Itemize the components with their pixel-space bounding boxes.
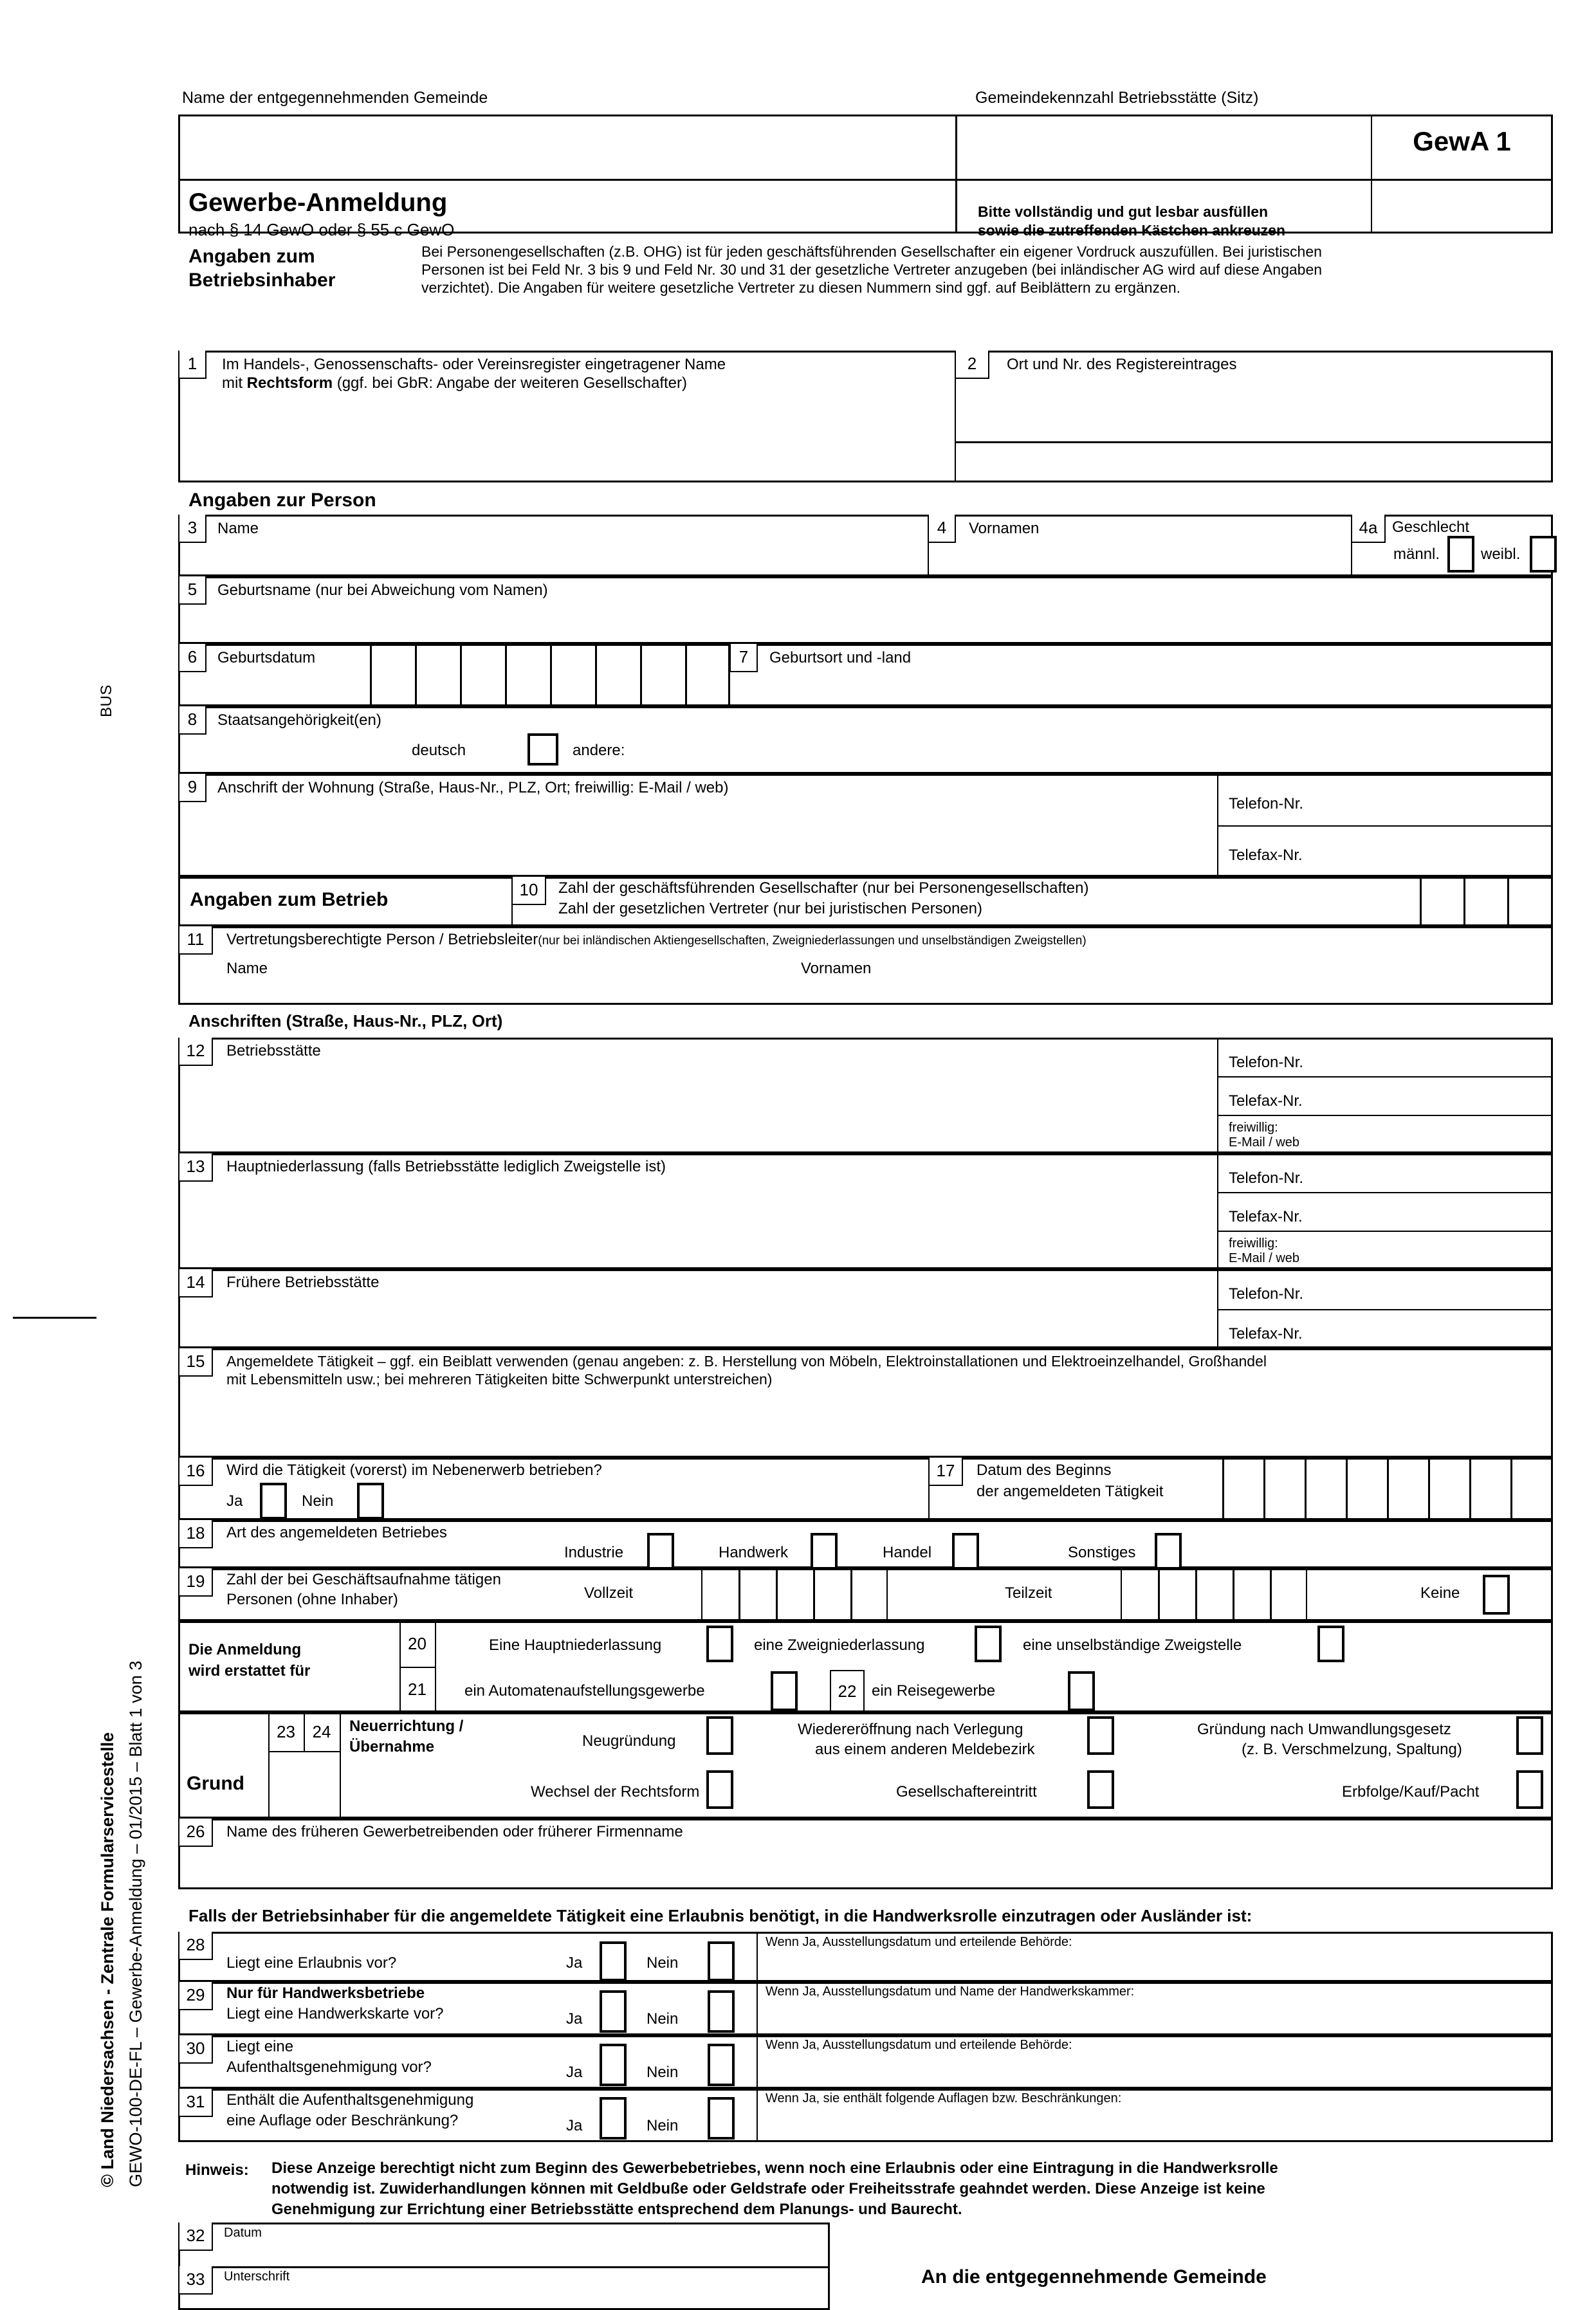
hinweis-line3: Genehmigung zur Errichtung einer Betriebsstätte entsprechend dem Planungs- und Baurecht. [271,2201,962,2218]
field-28-vline [757,1932,758,1982]
field-number-10: 10 [511,877,546,905]
addressee-label: An die entgegennehmende Gemeinde [921,2266,1267,2287]
field-1-label-line2-a: mit [222,374,247,392]
field-20-option-1-label: Eine Hauptniederlassung [489,1636,662,1654]
reason-gesellschaftereintritt-label: Gesellschaftereintritt [896,1783,1037,1801]
field-17-label-line2: der angemeldeten Tätigkeit [977,1483,1164,1500]
field-11-label-hint: (nur bei inländischen Aktiengesellschaften, Zweigniederlassungen und unselbständigen Zweigstellen) [538,934,1087,948]
checkbox-zweigniederlassung[interactable] [975,1626,1002,1662]
field-32-33-divider [178,2266,830,2268]
field-14-tel-label: Telefon-Nr. [1229,1285,1304,1303]
field-9-fax-label: Telefax-Nr. [1229,847,1303,864]
field-1-label-line1: Im Handels-, Genossenschafts- oder Vereinsregister eingetragener Name [222,356,726,373]
field-13-div-2 [1217,1231,1553,1232]
reason-umwandlungsgesetz-line1: Gründung nach Umwandlungsgesetz [1197,1721,1451,1738]
field-31-note-input[interactable] [766,2109,1544,2138]
field-13-tel-input[interactable] [1229,1177,1544,1190]
field-29-vline [757,1982,758,2035]
field-14-div-1 [1217,1309,1553,1310]
field-20-option-2-label: eine Zweigniederlassung [754,1636,925,1654]
field-number-3: 3 [178,515,206,543]
field-12-vline [1217,1038,1218,1153]
field-11-vorname-label: Vornamen [801,960,872,977]
checkbox-erlaubnis-ja[interactable] [600,1941,627,1981]
field-12-div-1 [1217,1076,1553,1077]
field-21-label: ein Automatenaufstellungsgewerbe [464,1682,705,1700]
field-number-18: 18 [178,1520,213,1548]
header-table-hline [178,179,1553,181]
field-19-fulltime-dividers [701,1568,888,1621]
grund-vline-3 [340,1712,341,1819]
field-number-11: 11 [178,926,213,955]
field-33-input[interactable] [224,2285,816,2307]
row-20-vline-2 [435,1621,436,1712]
header-table-vline-1 [955,115,957,234]
checkbox-auflage-nein[interactable] [708,2097,735,2140]
field-29-note: Wenn Ja, Ausstellungsdatum und Name der Handwerkskammer: [766,1985,1135,1999]
checkbox-unselbstaendige-zweigstelle[interactable] [1317,1626,1344,1662]
checkbox-keine-mitarbeiter[interactable] [1483,1575,1510,1615]
field-30-label-line1: Liegt eine [226,2038,294,2055]
field-8-german-label: deutsch [412,742,466,759]
field-4a-male-label: männl. [1393,545,1440,563]
field-2-label: Ort und Nr. des Registereintrages [1007,356,1237,373]
field-4-input[interactable] [969,540,1342,573]
checkbox-male[interactable] [1447,536,1474,573]
field-14-label: Frühere Betriebsstätte [226,1274,380,1291]
field-6-label: Geburtsdatum [217,649,316,666]
reason-title-line2: Übernahme [349,1738,435,1755]
field-9-tel-label: Telefon-Nr. [1229,795,1304,812]
field-19-none-label: Keine [1420,1584,1460,1602]
checkbox-sonstiges[interactable] [1155,1533,1182,1570]
grund-hline [268,1751,340,1752]
field-28-note-input[interactable] [766,1953,1544,1979]
field-12-label: Betriebsstätte [226,1042,321,1059]
field-13-fax-label: Telefax-Nr. [1229,1208,1303,1225]
field-31-label-line1: Enthält die Aufenthaltsgenehmigung [226,2091,474,2109]
fill-note-line1: Bitte vollständig und gut lesbar ausfüllen [978,203,1269,220]
row-fields-20-22 [178,1621,1553,1712]
checkbox-handwerkskarte-ja[interactable] [600,1990,627,2033]
caption-gemeindekennzahl: Gemeindekennzahl Betriebsstätte (Sitz) [975,89,1259,107]
checkbox-handwerkskarte-nein[interactable] [708,1990,735,2033]
field-12-tel-label: Telefon-Nr. [1229,1054,1304,1071]
field-14-fax-input[interactable] [1229,1333,1544,1346]
checkbox-gesellschaftereintritt[interactable] [1087,1770,1114,1809]
field-9-tel-input[interactable] [1229,804,1544,823]
checkbox-erlaubnis-nein[interactable] [708,1941,735,1981]
field-30-note: Wenn Ja, Ausstellungsdatum und erteilende Behörde: [766,2038,1072,2052]
checkbox-auflage-ja[interactable] [600,2097,627,2140]
copyright-notice: © Land Niedersachsen - Zentrale Formularservicestelle [98,1732,117,2187]
field-11-label [226,931,1087,949]
field-number-33: 33 [178,2266,213,2295]
reason-neugruendung-label: Neugründung [582,1732,676,1750]
field-number-1: 1 [178,351,206,379]
field-13-tel-label: Telefon-Nr. [1229,1169,1304,1187]
field-3-label: Name [217,520,259,537]
field-number-6: 6 [178,644,206,672]
field-31-vline [757,2089,758,2142]
field-14-input[interactable] [226,1298,1198,1343]
field-1-input[interactable] [222,385,942,475]
checkbox-umwandlungsgesetz[interactable] [1516,1716,1543,1755]
field-18-sonstiges-label: Sonstiges [1068,1544,1136,1561]
field-4a-label: Geschlecht [1392,518,1470,536]
field-8-label: Staatsangehörigkeit(en) [217,711,381,729]
field-29-label-bold: Nur für Handwerksbetriebe [226,1985,425,2002]
field-number-30: 30 [178,2035,213,2064]
hinweis-label: Hinweis: [185,2161,249,2179]
checkbox-female[interactable] [1530,536,1557,573]
field-2-hline [955,441,1553,443]
checkbox-neugruendung[interactable] [706,1716,733,1755]
grund-label: Grund [187,1773,244,1794]
checkbox-reisegewerbe[interactable] [1068,1671,1095,1711]
field-number-16: 16 [178,1458,213,1486]
left-rule-divider [13,1317,96,1319]
field-30-yes-label: Ja [566,2064,583,2081]
checkbox-wiedereroeffnung[interactable] [1087,1716,1114,1755]
field-12-tel-input[interactable] [1229,1061,1544,1074]
field-13-input[interactable] [226,1182,1198,1263]
field-31-yes-label: Ja [566,2117,583,2134]
field-7-label: Geburtsort und -land [769,649,912,666]
field-10-label-line1: Zahl der geschäftsführenden Gesellschafter (nur bei Personengesellschaften) [558,879,1089,897]
reason-umwandlungsgesetz-line2: (z. B. Verschmelzung, Spaltung) [1242,1741,1462,1758]
field-8-other-input[interactable] [682,738,1531,769]
reg-for-label-line2: wird erstattet für [188,1662,311,1680]
field-32-input[interactable] [224,2242,816,2262]
field-11-label-main: Vertretungsberechtigte Person / Betriebsleiter [226,931,538,948]
field-9-input[interactable] [217,803,1202,870]
field-28-no-label: Nein [647,1954,679,1972]
reason-wiedereroeffnung-line1: Wiedereröffnung nach Verlegung [798,1721,1023,1738]
field-12-div-2 [1217,1115,1553,1116]
field-22-label: ein Reisegewerbe [872,1682,996,1700]
field-number-13: 13 [178,1153,213,1182]
bus-label: BUS [98,684,115,717]
field-1-label-line2-c: (ggf. bei GbR: Angabe der weiteren Gesellschafter) [333,374,687,392]
field-number-4: 4 [928,515,956,543]
field-7-input[interactable] [769,670,1535,702]
checkbox-handwerk[interactable] [811,1533,838,1570]
field-number-19: 19 [178,1568,213,1597]
field-number-5: 5 [178,576,206,605]
field-30-note-input[interactable] [766,2056,1544,2085]
field-19-label-line2: Personen (ohne Inhaber) [226,1591,398,1608]
field-number-2: 2 [955,351,989,379]
owner-intro-line3: verzichtet). Die Angaben für weitere gesetzliche Vertreter zu diesen Nummern sind ggf. auf Beiblättern zu ergänzen. [421,279,1181,296]
field-number-26: 26 [178,1819,213,1847]
field-19-parttime-dividers [1121,1568,1307,1621]
field-13-vline [1217,1153,1218,1269]
field-18-handwerk-label: Handwerk [719,1544,789,1561]
field-10-count-comb[interactable] [1420,877,1553,926]
form-subtitle: nach § 14 GewO oder § 55 c GewO [188,220,455,239]
hinweis-line1: Diese Anzeige berechtigt nicht zum Beginn des Gewerbebetriebes, wenn noch eine Erlaubnis oder eine Eintragung in die Handwerksrolle [271,2159,1278,2177]
checkbox-aufenthaltsgenehmigung-nein[interactable] [708,2044,735,2086]
field-number-28: 28 [178,1932,213,1960]
field-17-date-comb[interactable] [1222,1458,1553,1520]
field-number-9: 9 [178,774,206,802]
owner-intro-line2: Personen ist bei Feld Nr. 3 bis 9 und Feld Nr. 30 und 31 der gesetzliche Vertreter anzugeben (bei inländischer AG wird auf diese Angaben [421,261,1323,278]
person-section-heading: Angaben zur Person [188,490,376,511]
field-9-tel-fax-divider [1217,825,1553,827]
field-15-label-line1: Angemeldete Tätigkeit – ggf. ein Beiblatt verwenden (genau angeben: z. B. Herstellung von Möbeln, Elektroinstallationen und Elektroeinzelhandel, Großhandel [226,1353,1267,1370]
field-6-date-comb[interactable] [370,644,730,706]
field-number-23: 23 [277,1721,295,1741]
reg-for-label-line1: Die Anmeldung [188,1641,302,1658]
form-code: GewA 1 [1413,126,1511,156]
field-30-vline [757,2035,758,2089]
owner-section-heading-line2: Betriebsinhaber [188,270,336,291]
checkbox-aufenthaltsgenehmigung-ja[interactable] [600,2044,627,2086]
field-number-7: 7 [729,644,758,672]
field-19-fulltime-label: Vollzeit [584,1584,634,1602]
field-17-label-line1: Datum des Beginns [977,1462,1112,1479]
field-9-fax-input[interactable] [1229,856,1544,875]
field-number-15: 15 [178,1348,213,1377]
field-32-label: Datum [224,2226,262,2240]
reason-rechtsform-label: Wechsel der Rechtsform [531,1783,700,1801]
reason-title-line1: Neuerrichtung / [349,1718,464,1735]
field-number-31: 31 [178,2089,213,2117]
field-13-free-label-2: E-Mail / web [1229,1251,1300,1265]
field-10-label-line2: Zahl der gesetzlichen Vertreter (nur bei juristischen Personen) [558,900,982,917]
checkbox-nebenerwerb-nein[interactable] [357,1483,384,1519]
field-31-no-label: Nein [647,2117,679,2134]
addresses-heading: Anschriften (Straße, Haus-Nr., PLZ, Ort) [188,1011,503,1031]
checkbox-nationality-german[interactable] [527,733,558,765]
field-18-label: Art des angemeldeten Betriebes [226,1524,447,1541]
field-11-name-input[interactable] [226,980,786,1002]
field-31-note: Wenn Ja, sie enthält folgende Auflagen bzw. Beschränkungen: [766,2091,1122,2105]
field-15-input[interactable] [226,1393,1532,1454]
checkbox-automatenaufstellungsgewerbe[interactable] [771,1671,798,1711]
field-16-yes-label: Ja [226,1492,243,1510]
field-13-div-1 [1217,1192,1553,1193]
field-number-14: 14 [178,1269,213,1297]
field-13-fax-input[interactable] [1229,1216,1544,1229]
field-15-label-line2: mit Lebensmitteln usw.; bei mehreren Tätigkeiten bitte Schwerpunkt unterstreichen) [226,1371,773,1388]
field-3-input[interactable] [217,540,919,573]
field-28-note: Wenn Ja, Ausstellungsdatum und erteilende Behörde: [766,1935,1072,1949]
field-13-label: Hauptniederlassung (falls Betriebsstätte lediglich Zweigstelle ist) [226,1158,666,1175]
owner-section-heading-line1: Angaben zum [188,246,315,267]
field-number-22: 22 [830,1670,865,1712]
field-26-input[interactable] [226,1846,1532,1885]
field-11-name-label: Name [226,960,268,977]
field-20-option-3-label: eine unselbständige Zweigstelle [1023,1636,1242,1654]
field-9-label: Anschrift der Wohnung (Straße, Haus-Nr., PLZ, Ort; freiwillig: E-Mail / web) [217,779,729,796]
owner-intro-line1: Bei Personengesellschaften (z.B. OHG) ist für jeden geschäftsführenden Gesellschafter ein eigener Vordruck auszufüllen. Bei juristischen [421,243,1322,260]
checkbox-handel[interactable] [952,1533,979,1570]
field-18-industrie-label: Industrie [564,1544,624,1561]
field-14-fax-label: Telefax-Nr. [1229,1325,1303,1343]
reason-erbfolge-label: Erbfolge/Kauf/Pacht [1342,1783,1480,1801]
reason-wiedereroeffnung-line2: aus einem anderen Meldebezirk [815,1741,1035,1758]
field-19-label-line1: Zahl der bei Geschäftsaufnahme tätigen [226,1571,501,1588]
form-title: Gewerbe-Anmeldung [188,188,448,217]
field-11-vorname-input[interactable] [801,980,1534,1002]
field-12-fax-input[interactable] [1229,1100,1544,1113]
field-26-label: Name des früheren Gewerbetreibenden oder früherer Firmenname [226,1823,683,1840]
checkbox-erbfolge-kauf-pacht[interactable] [1516,1770,1543,1809]
field-12-free-label-2: E-Mail / web [1229,1135,1300,1150]
field-19-parttime-label: Teilzeit [1005,1584,1052,1602]
field-28-label: Liegt eine Erlaubnis vor? [226,1954,397,1972]
business-section-heading: Angaben zum Betrieb [190,889,389,910]
checkbox-nebenerwerb-ja[interactable] [260,1483,287,1519]
caption-gemeinde-name: Name der entgegennehmenden Gemeinde [182,89,488,107]
checkbox-hauptniederlassung[interactable] [706,1626,733,1662]
field-number-12: 12 [178,1038,213,1066]
checkbox-wechsel-rechtsform[interactable] [706,1770,733,1809]
field-12-free-label-1: freiwillig: [1229,1121,1278,1135]
field-29-label: Liegt eine Handwerkskarte vor? [226,2005,444,2022]
field-18-handel-label: Handel [883,1544,932,1561]
hinweis-line2: notwendig ist. Zuwiderhandlungen können mit Geldbuße oder Geldstrafe oder Freiheitsstrafe geahndet werden. Diese Anzeige ist keine [271,2180,1265,2197]
fill-note-line2: sowie die zutreffenden Kästchen ankreuzen [978,222,1286,239]
field-16-no-label: Nein [302,1492,334,1510]
field-4-label: Vornamen [969,520,1040,537]
field-14-tel-input[interactable] [1229,1293,1544,1306]
field-1-label-rechtsform: Rechtsform [246,374,333,392]
field-2-input[interactable] [1007,377,1541,436]
field-13-email-input[interactable] [1319,1248,1544,1266]
field-number-4a: 4a [1351,515,1386,543]
field-12-fax-label: Telefax-Nr. [1229,1092,1303,1110]
field-29-note-input[interactable] [766,2003,1544,2031]
field-4a-female-label: weibl. [1481,545,1521,563]
checkbox-industrie[interactable] [647,1533,674,1570]
field-number-32: 32 [178,2223,213,2251]
permission-section-heading: Falls der Betriebsinhaber für die angemeldete Tätigkeit eine Erlaubnis benötigt, in die Handwerksrolle einzutragen oder Ausländer ist: [188,1906,1252,1925]
field-30-no-label: Nein [647,2064,679,2081]
field-28-yes-label: Ja [566,1954,583,1972]
field-31-label-line2: eine Auflage oder Beschränkung? [226,2112,459,2129]
field-12-input[interactable] [226,1067,1198,1147]
field-number-20: 20 [408,1634,427,1653]
field-5-label: Geburtsname (nur bei Abweichung vom Namen) [217,582,548,599]
field-30-label-line2: Aufenthaltsgenehmigung vor? [226,2058,432,2076]
field-16-label: Wird die Tätigkeit (vorerst) im Nebenerwerb betrieben? [226,1462,602,1479]
field-5-input[interactable] [217,605,1536,640]
field-29-yes-label: Ja [566,2010,583,2028]
field-number-29: 29 [178,1982,213,2010]
field-number-21: 21 [408,1680,427,1699]
field-number-17: 17 [928,1458,963,1486]
field-13-free-label-1: freiwillig: [1229,1236,1278,1251]
field-33-label: Unterschrift [224,2269,290,2284]
form-number-notice: GEWO-100-DE-FL – Gewerbe-Anmeldung – 01/2015 – Blatt 1 von 3 [126,1660,145,2187]
field-12-email-input[interactable] [1319,1132,1544,1150]
field-number-8: 8 [178,706,206,735]
field-8-other-label: andere: [573,742,625,759]
field-number-24: 24 [312,1721,331,1741]
field-29-no-label: Nein [647,2010,679,2028]
